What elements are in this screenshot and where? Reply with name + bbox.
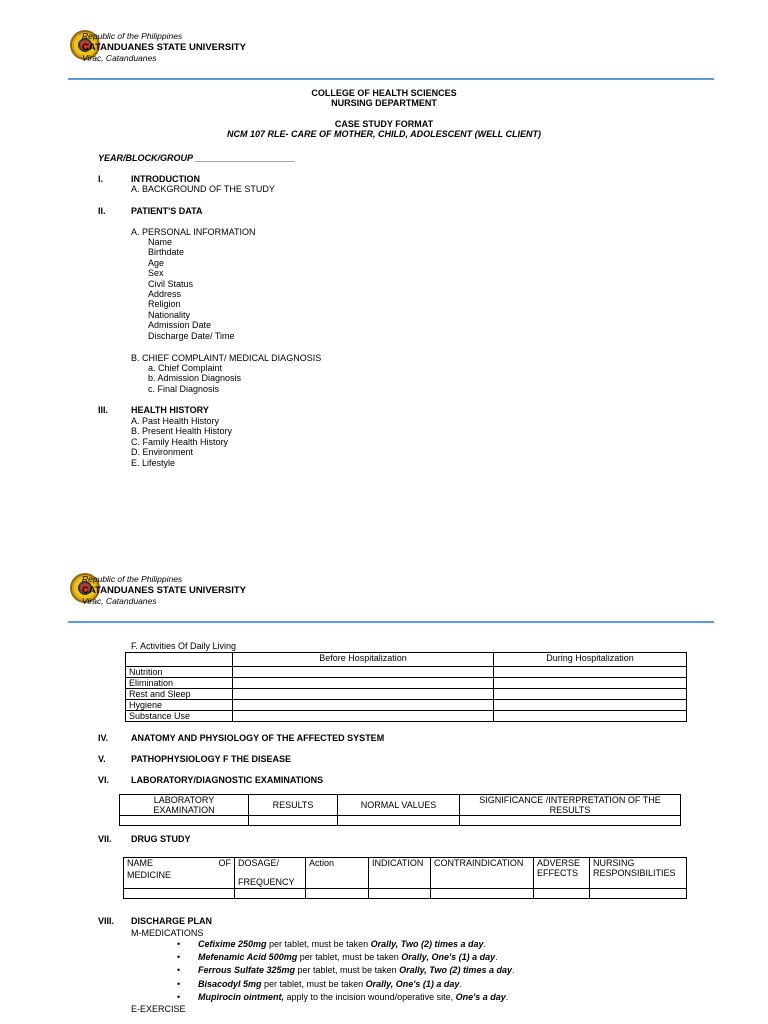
list-item: D. Environment bbox=[131, 447, 194, 458]
year-block-line: YEAR/BLOCK/GROUP ____________________ bbox=[98, 153, 296, 163]
table-header: During Hospitalization bbox=[494, 653, 687, 667]
drug-header-of: OF bbox=[218, 858, 231, 868]
table-header: Action bbox=[306, 858, 369, 889]
table-header: CONTRAINDICATION bbox=[431, 858, 534, 889]
section-number: I. bbox=[98, 174, 104, 184]
drug-header-frequency: FREQUENCY bbox=[238, 877, 295, 887]
table-cell bbox=[233, 711, 494, 722]
table-header: LABORATORY EXAMINATION bbox=[120, 795, 249, 816]
table-cell bbox=[460, 816, 681, 826]
table-cell bbox=[233, 689, 494, 700]
table-row bbox=[126, 711, 687, 722]
subsection-title: A. PERSONAL INFORMATION bbox=[131, 227, 256, 237]
table-cell: Rest and Sleep bbox=[126, 689, 233, 700]
table-cell bbox=[235, 889, 306, 899]
table-cell bbox=[233, 678, 494, 689]
list-item: • Bisacodyl 5mg per tablet, must be taken Orally, One's (1) a day. bbox=[177, 978, 514, 991]
table-cell bbox=[494, 711, 687, 722]
drug-header-dosage: DOSAGE/ bbox=[238, 858, 280, 868]
table-cell bbox=[534, 889, 590, 899]
list-item: Sex bbox=[148, 268, 164, 279]
table-header bbox=[124, 858, 235, 889]
section-number: IV. bbox=[98, 733, 109, 743]
list-item: Nationality bbox=[148, 309, 191, 320]
list-item: B. Present Health History bbox=[131, 426, 233, 437]
table-cell bbox=[494, 667, 687, 678]
list-item: • Cefixime 250mg per tablet, must be taken Orally, Two (2) times a day. bbox=[177, 938, 514, 951]
list-item: • Ferrous Sulfate 325mg per tablet, must be taken Orally, Two (2) times a day. bbox=[177, 964, 514, 977]
subsection-title: B. CHIEF COMPLAINT/ MEDICAL DIAGNOSIS bbox=[131, 353, 322, 363]
exercise-label: E-EXERCISE bbox=[131, 1004, 186, 1014]
section-number: VII. bbox=[98, 834, 112, 844]
section-title: DISCHARGE PLAN bbox=[131, 916, 213, 926]
table-row bbox=[126, 667, 687, 678]
table-header: NORMAL VALUES bbox=[338, 795, 460, 816]
adl-title: F. Activities Of Daily Living bbox=[131, 641, 237, 651]
header-republic: Republic of the Philippines bbox=[82, 574, 183, 584]
adl-table bbox=[125, 652, 687, 722]
format-title: CASE STUDY FORMAT bbox=[334, 119, 434, 129]
list-item: Discharge Date/ Time bbox=[148, 330, 235, 341]
list-item: b. Admission Diagnosis bbox=[148, 373, 242, 384]
table-cell: Elimination bbox=[126, 678, 233, 689]
list-item: A. BACKGROUND OF THE STUDY bbox=[131, 184, 275, 194]
table-cell bbox=[126, 653, 233, 667]
table-cell bbox=[233, 700, 494, 711]
table-header: RESULTS bbox=[249, 795, 338, 816]
list-item: Birthdate bbox=[148, 247, 185, 258]
list-item: • Mupirocin ointment, apply to the incision wound/operative site, One's a day. bbox=[177, 991, 514, 1004]
table-row bbox=[120, 816, 681, 826]
header-divider bbox=[68, 78, 714, 80]
course-title: NCM 107 RLE- CARE OF MOTHER, CHILD, ADOLESCENT (WELL CLIENT) bbox=[227, 129, 541, 139]
drug-header-medicine: MEDICINE bbox=[127, 870, 172, 880]
table-header bbox=[235, 858, 306, 889]
table-cell bbox=[233, 667, 494, 678]
list-item: Religion bbox=[148, 299, 181, 310]
health-history-list bbox=[131, 416, 232, 468]
table-cell bbox=[124, 889, 235, 899]
list-item: Civil Status bbox=[148, 278, 194, 289]
lab-table bbox=[119, 794, 681, 826]
table-header: INDICATION bbox=[369, 858, 431, 889]
section-title: ANATOMY AND PHYSIOLOGY OF THE AFFECTED SYSTEM bbox=[131, 733, 385, 743]
list-item: Age bbox=[148, 257, 165, 268]
table-header: NURSING RESPONSIBILITIES bbox=[590, 858, 687, 889]
table-header: Before Hospitalization bbox=[233, 653, 494, 667]
table-header: SIGNIFICANCE /INTERPRETATION OF THE RESULTS bbox=[460, 795, 681, 816]
header-location: Virac, Catanduanes bbox=[82, 596, 157, 606]
table-header: ADVERSE EFFECTS bbox=[534, 858, 590, 889]
table-cell bbox=[120, 816, 249, 826]
drug-study-table bbox=[123, 857, 687, 899]
table-cell bbox=[590, 889, 687, 899]
list-item: • Mefenamic Acid 500mg per tablet, must be taken Orally, One's (1) a day. bbox=[177, 951, 514, 964]
medications-list bbox=[177, 938, 514, 1004]
table-row bbox=[120, 795, 681, 816]
section-number: II. bbox=[98, 206, 106, 216]
list-item: Admission Date bbox=[148, 320, 212, 331]
list-item: A. Past Health History bbox=[131, 416, 220, 426]
section-title: PATIENT'S DATA bbox=[131, 206, 203, 216]
table-row bbox=[126, 653, 687, 667]
list-item: Address bbox=[148, 289, 182, 300]
table-row bbox=[126, 678, 687, 689]
header-university: CATANDUANES STATE UNIVERSITY bbox=[82, 585, 246, 596]
table-cell bbox=[338, 816, 460, 826]
table-cell: Nutrition bbox=[126, 667, 233, 678]
header-location: Virac, Catanduanes bbox=[82, 53, 157, 63]
table-cell bbox=[494, 689, 687, 700]
department-title: NURSING DEPARTMENT bbox=[331, 98, 437, 108]
section-number: VIII. bbox=[98, 916, 115, 926]
section-title: LABORATORY/DIAGNOSTIC EXAMINATIONS bbox=[131, 775, 324, 785]
college-title: COLLEGE OF HEALTH SCIENCES bbox=[311, 88, 457, 98]
section-title: HEALTH HISTORY bbox=[131, 405, 209, 415]
section-title: INTRODUCTION bbox=[131, 174, 200, 184]
personal-info-list bbox=[148, 237, 235, 341]
table-row bbox=[124, 858, 687, 889]
section-number: V. bbox=[98, 754, 106, 764]
table-row bbox=[124, 889, 687, 899]
list-item: a. Chief Complaint bbox=[148, 363, 223, 373]
table-cell bbox=[249, 816, 338, 826]
table-cell bbox=[306, 889, 369, 899]
section-number: VI. bbox=[98, 775, 110, 785]
table-row bbox=[126, 689, 687, 700]
table-cell bbox=[494, 700, 687, 711]
header-university: CATANDUANES STATE UNIVERSITY bbox=[82, 42, 246, 53]
table-cell: Substance Use bbox=[126, 711, 233, 722]
list-item: Name bbox=[148, 237, 173, 247]
section-number: III. bbox=[98, 405, 109, 415]
table-cell bbox=[431, 889, 534, 899]
chief-complaint-list bbox=[148, 363, 241, 394]
table-cell bbox=[369, 889, 431, 899]
table-cell: Hygiene bbox=[126, 700, 233, 711]
header-divider bbox=[68, 621, 714, 623]
section-title: PATHOPHYSIOLOGY F THE DISEASE bbox=[131, 754, 292, 764]
drug-header-name: NAME bbox=[127, 858, 154, 868]
list-item: c. Final Diagnosis bbox=[148, 383, 220, 394]
table-cell bbox=[494, 678, 687, 689]
table-row bbox=[126, 700, 687, 711]
medications-label: M-MEDICATIONS bbox=[131, 928, 204, 938]
list-item: C. Family Health History bbox=[131, 436, 229, 447]
list-item: E. Lifestyle bbox=[131, 457, 176, 468]
section-title: DRUG STUDY bbox=[131, 834, 191, 844]
header-republic: Republic of the Philippines bbox=[82, 31, 183, 41]
